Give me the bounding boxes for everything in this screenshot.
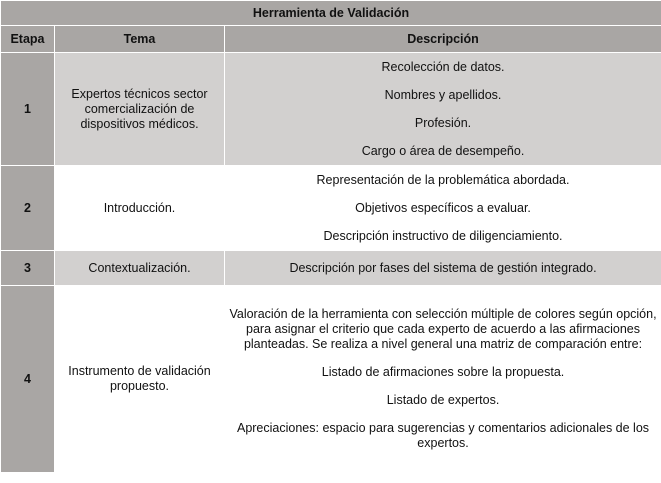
descripcion-cell (225, 286, 661, 473)
tema-cell: Instrumento de validación propuesto. (55, 286, 225, 473)
descripcion-item: Profesión. (414, 115, 472, 130)
descripcion-item: Listado de expertos. (386, 393, 500, 407)
descripcion-item: Descripción por fases del sistema de gestión integrado. (289, 260, 597, 275)
tema-cell: Introducción. (55, 166, 225, 251)
descripcion-item: Apreciaciones: espacio para sugerencias y comentarios adicionales de los expertos. (236, 421, 650, 450)
descripcion-item: Representación de la problemática abordada. (316, 172, 570, 187)
table-header-row (1, 26, 661, 53)
table-title: Herramienta de Validación (1, 1, 661, 26)
table-row (1, 251, 661, 286)
header-etapa: Etapa (1, 26, 55, 53)
descripcion-item: Objetivos específicos a evaluar. (355, 200, 531, 215)
descripcion-item: Nombres y apellidos. (384, 87, 502, 102)
descripcion-cell (225, 53, 661, 166)
tema-cell: Expertos técnicos sector comercialización de dispositivos médicos. (55, 53, 225, 166)
descripcion-item: Descripción instructivo de diligenciamiento. (323, 228, 563, 243)
descripcion-item: Cargo o área de desempeño. (361, 143, 525, 158)
table-title-row (1, 1, 661, 26)
etapa-cell: 3 (1, 251, 55, 286)
table-row (1, 53, 661, 166)
descripcion-item: Valoración de la herramienta con selección múltiple de colores según opción, para asignar el criterio que cada experto de acuerdo a las afirmaciones planteadas. Se realiza a nivel general una matriz de comparación entre: (229, 307, 657, 351)
descripcion-cell (225, 166, 661, 251)
header-tema: Tema (55, 26, 225, 53)
tema-cell: Contextualización. (55, 251, 225, 286)
table-row (1, 166, 661, 251)
table-row (1, 286, 661, 473)
header-descripcion: Descripción (225, 26, 661, 53)
etapa-cell: 1 (1, 53, 55, 166)
etapa-cell: 4 (1, 286, 55, 473)
descripcion-item: Listado de afirmaciones sobre la propuesta. (321, 365, 565, 379)
descripcion-cell (225, 251, 661, 286)
etapa-cell: 2 (1, 166, 55, 251)
descripcion-item: Recolección de datos. (381, 59, 505, 74)
